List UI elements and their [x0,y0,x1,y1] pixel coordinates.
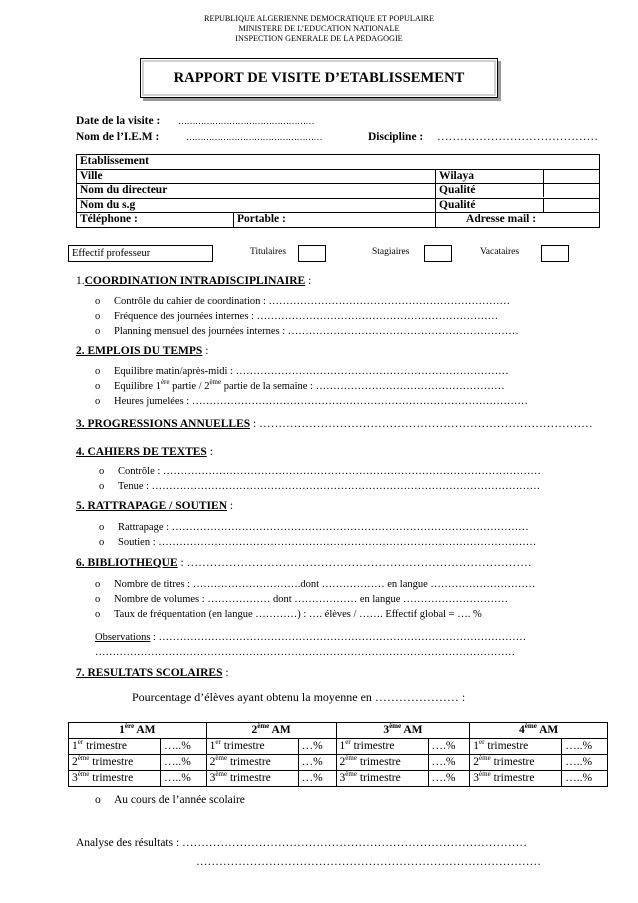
visit-date-label: Date de la visite : [76,115,161,127]
text: 1 [473,740,480,752]
iem-field[interactable]: ………………………………………… [186,132,322,142]
colon: : [202,345,209,357]
list-item[interactable]: Rattrapage : ………………………………………………………………………………………… [118,522,529,533]
result-cell[interactable]: ….% [428,739,470,755]
text: trimestre [490,756,535,768]
list-item[interactable]: Contrôle du cahier de coordination : …………………………………………………………… [114,296,511,307]
colon: : [206,446,213,458]
list-item[interactable]: Nombre de titres : ………………………….dont ……………… en langue ………………………… [114,579,536,590]
directeur-cell[interactable]: Nom du directeur [77,184,436,199]
text: 3 [339,772,346,784]
section-cahiers-heading [76,446,213,458]
text: partie / 2 [169,381,210,392]
text: trimestre [350,740,395,752]
text: partie de la semaine : ……………………………………………… [221,381,505,392]
section-emplois-heading [76,345,208,357]
text: 1 [119,724,125,736]
text: 3 [209,772,216,784]
text: trimestre [220,740,265,752]
ville-cell[interactable]: Ville [77,169,436,184]
text: 2 [339,756,346,768]
section-title: 7. RESULTATS SCOLAIRES [76,667,223,679]
sup: ère [160,378,170,386]
titulaires-label: Titulaires [250,247,287,257]
result-cell[interactable]: …..% [160,771,206,787]
sup: ère [124,722,135,730]
section-title: COORDINATION INTRADISCIPLINAIRE [84,275,306,287]
list-item[interactable]: Planning mensuel des journées internes : ………………………………………………………… [114,326,519,337]
section-coordination-heading [76,275,311,287]
stagiaires-label: Stagiaires [372,247,410,257]
telephone-cell[interactable]: Téléphone : [77,213,234,228]
sup: ème [215,770,228,778]
titulaires-input[interactable] [298,245,326,262]
text: 2 [251,724,258,736]
section-title: 3. PROGRESSIONS ANNUELLES [76,418,251,430]
sup: ème [345,770,357,778]
section-title: 4. CAHIERS DE TEXTES [76,446,207,458]
observations-field: : …………………………………………………………………………………………… [150,632,527,643]
trimester-label [470,739,562,755]
wilaya-label: Wilaya [439,169,474,182]
sup: er [479,738,485,746]
sup: ème [345,754,357,762]
result-cell[interactable]: ….% [428,755,470,771]
analyse-line-2[interactable]: ……………………………………………………………………………… [196,856,541,868]
annual-line[interactable]: Au cours de l’année scolaire [114,794,245,806]
bullet-icon: o [99,481,105,492]
text: trimestre [227,756,271,768]
establishment-table [76,154,600,228]
section-title: 2. EMPLOIS DU TEMPS [76,345,203,357]
text: 4 [519,724,525,736]
bullet-icon: o [95,296,101,307]
section-field[interactable]: : …………………………………………………………………………… [250,418,593,430]
sup: ème [479,770,491,778]
percentage-line[interactable]: Pourcentage d’élèves ayant obtenu la moyenne en ………………… : [132,690,466,704]
table-row [69,723,608,739]
table-row [77,213,600,228]
table-row [69,771,608,787]
observations-line-2[interactable]: ………………………………………………………………………………………………………… [95,647,515,658]
trimester-label [206,739,298,755]
sg-cell[interactable]: Nom du s.g [77,198,436,213]
observations-label: Observations [95,632,151,643]
bullet-icon: o [99,537,105,548]
trimester-label [69,739,161,755]
text: 1 [209,740,216,752]
text: Equilibre 1 [114,381,161,392]
portable-cell[interactable]: Portable : [234,213,436,228]
result-cell[interactable]: …..% [160,755,206,771]
observations-line[interactable] [95,632,526,643]
vacataires-input[interactable] [541,245,569,262]
text: 2 [209,756,216,768]
result-cell[interactable]: …..% [160,739,206,755]
header-line-republic: REPUBLIQUE ALGERIENNE DEMOCRATIQUE ET POPULAIRE [204,14,434,23]
text: trimestre [490,772,535,784]
table-row [77,184,600,199]
colon: : [222,667,229,679]
text: 3 [72,772,78,784]
result-cell[interactable]: …..% [562,755,608,771]
list-item[interactable]: Contrôle : ……………………………………………………………………………………………… [118,466,541,477]
section-resultats-heading [76,667,229,679]
sup: er [77,738,84,746]
section-rattrapage-heading [76,500,233,512]
result-cell[interactable]: …% [298,739,336,755]
header-line-inspection: INSPECTION GENERALE DE LA PEDAGOGIE [235,34,403,43]
trimester-label [69,755,161,771]
text: trimestre [89,756,134,768]
analyse-line[interactable] [76,837,527,849]
discipline-field[interactable]: …………………………………… [437,131,598,143]
list-item[interactable]: Soutien : ……………………………………………………………………………………………… [118,537,537,548]
sup: er [215,738,221,746]
colon: : [227,500,234,512]
list-item[interactable]: Equilibre matin/après-midi : …………………………………………………………………… [114,366,509,377]
text: trimestre [484,740,529,752]
section-number: 1. [76,275,85,287]
trimester-label [336,771,428,787]
text: trimestre [227,772,271,784]
bullet-icon: o [95,381,101,392]
section-title: 6. BIBLIOTHEQUE [76,557,178,569]
header-3am [336,723,470,739]
visit-date-field[interactable]: ………………………………………… [178,116,314,126]
list-item[interactable]: Nombre de volumes : ……………… dont ……………… en langue ………………………… [114,594,509,605]
table-row [77,169,600,184]
trimester-label [336,755,428,771]
text: 2 [72,756,78,768]
section-field[interactable]: : ……………………………………………………………………………… [177,557,532,569]
sup: ème [479,754,491,762]
qualite-label: Qualité [439,184,476,197]
sup: ème [77,770,90,778]
table-row [77,198,600,213]
wilaya-cell[interactable] [436,169,600,184]
text: 2 [473,756,480,768]
result-cell[interactable]: …..% [562,771,608,787]
header-4am [470,723,608,739]
trimester-label [336,739,428,755]
result-cell[interactable]: …% [298,771,336,787]
bullet-icon: o [99,522,105,533]
text: trimestre [89,772,134,784]
text: trimestre [356,772,401,784]
header-1am [69,723,207,739]
sup: ème [389,722,402,730]
trimester-label [470,771,562,787]
table-row [69,739,608,755]
text: 1 [339,740,346,752]
bullet-icon: o [99,466,105,477]
list-item[interactable] [114,378,505,392]
table-row [77,155,600,170]
sup: ème [524,722,537,730]
list-item[interactable]: Taux de fréquentation (en langue …………) : …. élèves / ……. Effectif global = …. % [114,609,482,620]
result-cell[interactable]: …..% [562,739,608,755]
table-row [69,755,608,771]
text: trimestre [356,756,401,768]
text: AM [401,724,423,736]
stagiaires-input[interactable] [424,245,452,262]
bullet-icon: o [95,326,101,337]
section-progressions-heading [76,418,593,430]
bullet-icon: o [95,366,101,377]
analyse-field: ……………………………………………………………………………… [182,837,528,849]
text: AM [536,724,559,736]
results-table [68,722,608,787]
header-line-ministry: MINISTERE DE L’EDUCATION NATIONALE [238,24,400,33]
qualite-sg-label: Qualité [439,198,476,211]
text: trimestre [83,740,127,752]
bullet-icon: o [95,794,101,806]
bullet-icon: o [95,609,101,620]
bullet-icon: o [95,311,101,322]
list-item[interactable]: Tenue : ………………………………………………………………………………………………… [118,481,541,492]
text: AM [269,724,291,736]
section-title: 5. RATTRAPAGE / SOUTIEN [76,500,228,512]
effectif-professeur-box[interactable]: Effectif professeur [68,245,213,262]
trimester-label [470,755,562,771]
header-2am [206,723,336,739]
section-bibliotheque-heading [76,557,532,569]
text: 3 [473,772,480,784]
vacataires-label: Vacataires [480,247,520,257]
sup: ème [215,754,228,762]
result-cell[interactable]: …% [298,755,336,771]
bullet-icon: o [95,396,101,407]
analyse-label: Analyse des résultats : [76,837,183,849]
qualite-cell[interactable] [436,184,600,199]
establishment-cell[interactable]: Etablissement [77,155,600,170]
text: 3 [383,724,390,736]
qualite-sg-cell[interactable] [436,198,600,213]
discipline-label: Discipline : [368,131,424,143]
sup: ème [257,722,270,730]
trimester-label [69,771,161,787]
iem-label: Nom de l’I.E.M : [76,131,160,143]
report-title: RAPPORT DE VISITE D’ETABLISSEMENT [140,58,498,98]
text: 1 [72,740,78,752]
sup: ème [209,378,222,386]
bullet-icon: o [95,594,101,605]
result-cell[interactable]: ….% [428,771,470,787]
bullet-icon: o [95,579,101,590]
sup: ème [77,754,90,762]
sup: er [345,738,351,746]
text: AM [134,724,156,736]
list-item[interactable]: Fréquence des journées internes : …………………………………………………………… [114,311,499,322]
trimester-label [206,771,298,787]
email-cell[interactable]: Adresse mail : [436,213,600,228]
list-item[interactable]: Heures jumelées : …………………………………………………………………………………… [114,396,528,407]
trimester-label [206,755,298,771]
colon: : [305,275,312,287]
